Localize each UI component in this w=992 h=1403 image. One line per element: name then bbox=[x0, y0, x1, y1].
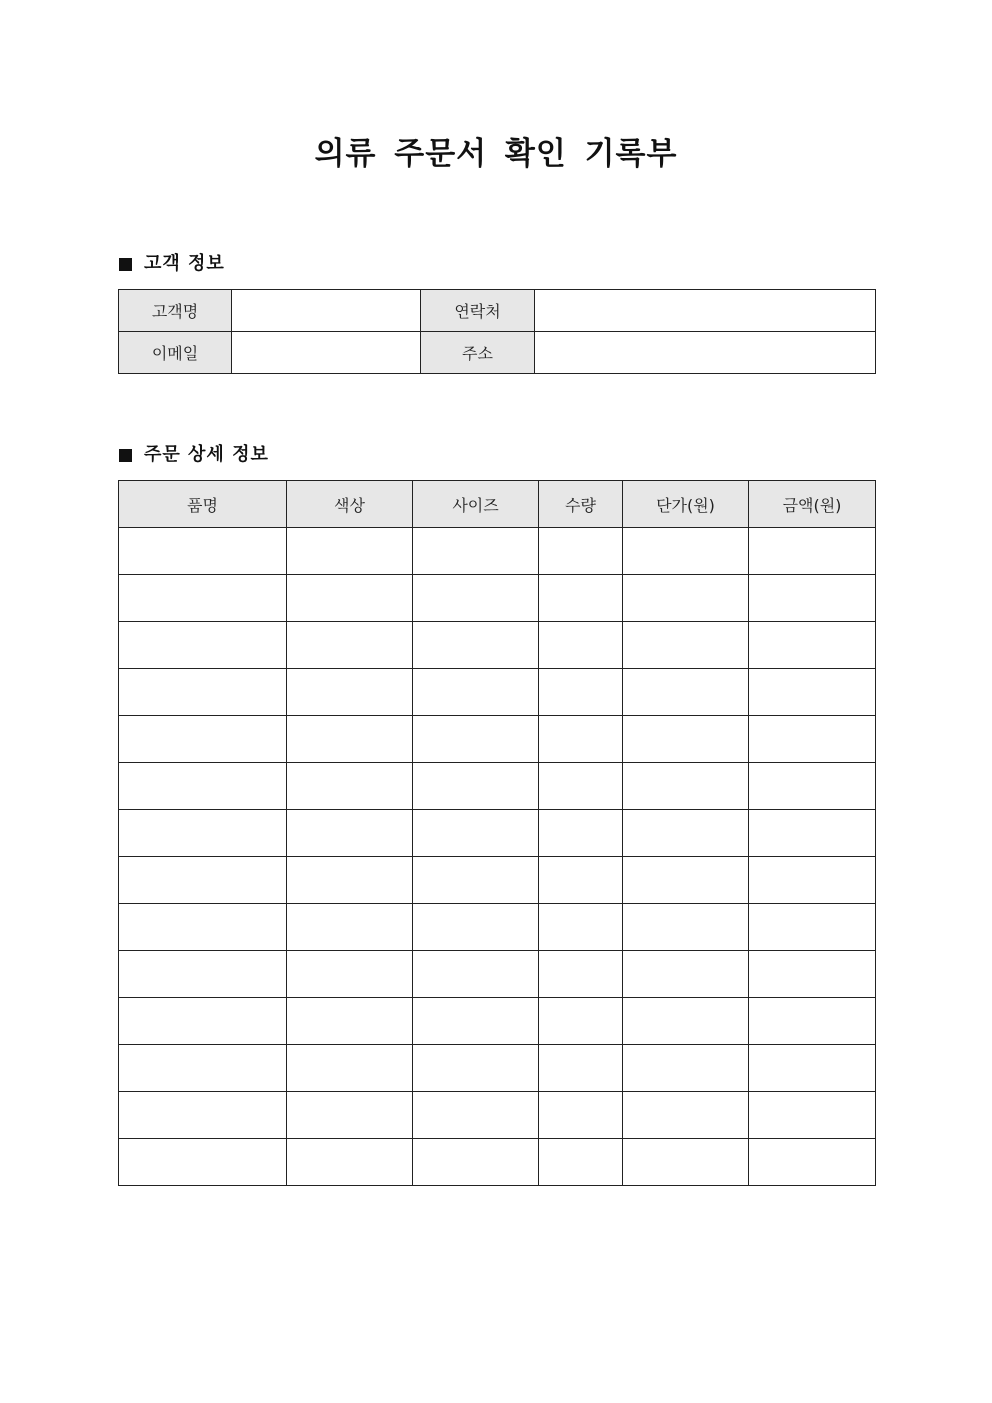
quantity-cell[interactable] bbox=[539, 528, 623, 575]
amount-cell[interactable] bbox=[749, 622, 876, 669]
color-cell[interactable] bbox=[287, 622, 413, 669]
unit-price-cell[interactable] bbox=[623, 622, 749, 669]
table-row bbox=[119, 1092, 876, 1139]
quantity-cell[interactable] bbox=[539, 1092, 623, 1139]
quantity-cell[interactable] bbox=[539, 716, 623, 763]
item-name-cell[interactable] bbox=[119, 528, 287, 575]
amount-cell[interactable] bbox=[749, 1092, 876, 1139]
size-cell[interactable] bbox=[413, 1092, 539, 1139]
customer-info-heading-text: 고객 정보 bbox=[144, 253, 225, 274]
unit-price-cell[interactable] bbox=[623, 904, 749, 951]
table-row bbox=[119, 622, 876, 669]
amount-cell[interactable] bbox=[749, 1045, 876, 1092]
table-row bbox=[119, 857, 876, 904]
table-row bbox=[119, 669, 876, 716]
item-name-cell[interactable] bbox=[119, 622, 287, 669]
document-title: 의류 주문서 확인 기록부 bbox=[314, 136, 678, 172]
unit-price-cell[interactable] bbox=[623, 528, 749, 575]
table-row bbox=[119, 1139, 876, 1186]
table-row bbox=[119, 1045, 876, 1092]
email-field[interactable] bbox=[232, 332, 421, 374]
quantity-cell[interactable] bbox=[539, 1139, 623, 1186]
size-cell[interactable] bbox=[413, 1045, 539, 1092]
table-row bbox=[119, 290, 876, 332]
address-field[interactable] bbox=[535, 332, 876, 374]
item-name-cell[interactable] bbox=[119, 716, 287, 763]
size-cell[interactable] bbox=[413, 763, 539, 810]
color-cell[interactable] bbox=[287, 1139, 413, 1186]
quantity-cell[interactable] bbox=[539, 669, 623, 716]
quantity-cell[interactable] bbox=[539, 1045, 623, 1092]
color-cell[interactable] bbox=[287, 528, 413, 575]
amount-cell[interactable] bbox=[749, 575, 876, 622]
color-cell[interactable] bbox=[287, 716, 413, 763]
customer-info-table bbox=[118, 289, 876, 374]
item-name-cell[interactable] bbox=[119, 857, 287, 904]
order-details-heading-text: 주문 상세 정보 bbox=[144, 444, 269, 465]
size-cell[interactable] bbox=[413, 998, 539, 1045]
color-cell[interactable] bbox=[287, 857, 413, 904]
column-header-amount: 금액(원) bbox=[749, 481, 876, 528]
amount-cell[interactable] bbox=[749, 1139, 876, 1186]
table-row bbox=[119, 528, 876, 575]
quantity-cell[interactable] bbox=[539, 857, 623, 904]
amount-cell[interactable] bbox=[749, 951, 876, 998]
column-header-quantity: 수량 bbox=[539, 481, 623, 528]
table-row bbox=[119, 998, 876, 1045]
unit-price-cell[interactable] bbox=[623, 810, 749, 857]
color-cell[interactable] bbox=[287, 998, 413, 1045]
unit-price-cell[interactable] bbox=[623, 857, 749, 904]
color-cell[interactable] bbox=[287, 951, 413, 998]
color-cell[interactable] bbox=[287, 575, 413, 622]
square-bullet-icon bbox=[119, 449, 132, 462]
square-bullet-icon bbox=[119, 258, 132, 271]
size-cell[interactable] bbox=[413, 951, 539, 998]
item-name-cell[interactable] bbox=[119, 669, 287, 716]
item-name-cell[interactable] bbox=[119, 810, 287, 857]
amount-cell[interactable] bbox=[749, 669, 876, 716]
amount-cell[interactable] bbox=[749, 528, 876, 575]
size-cell[interactable] bbox=[413, 622, 539, 669]
size-cell[interactable] bbox=[413, 528, 539, 575]
contact-field[interactable] bbox=[535, 290, 876, 332]
item-name-cell[interactable] bbox=[119, 998, 287, 1045]
customer-name-field[interactable] bbox=[232, 290, 421, 332]
quantity-cell[interactable] bbox=[539, 763, 623, 810]
item-name-cell[interactable] bbox=[119, 1139, 287, 1186]
email-label: 이메일 bbox=[119, 332, 232, 374]
table-row bbox=[119, 332, 876, 374]
order-details-heading bbox=[119, 443, 269, 467]
color-cell[interactable] bbox=[287, 1092, 413, 1139]
item-name-cell[interactable] bbox=[119, 1045, 287, 1092]
quantity-cell[interactable] bbox=[539, 575, 623, 622]
color-cell[interactable] bbox=[287, 669, 413, 716]
quantity-cell[interactable] bbox=[539, 951, 623, 998]
item-name-cell[interactable] bbox=[119, 575, 287, 622]
table-row bbox=[119, 810, 876, 857]
table-row bbox=[119, 951, 876, 998]
order-details-table bbox=[118, 480, 876, 1186]
color-cell[interactable] bbox=[287, 810, 413, 857]
customer-name-label: 고객명 bbox=[119, 290, 232, 332]
size-cell[interactable] bbox=[413, 904, 539, 951]
column-header-item-name: 품명 bbox=[119, 481, 287, 528]
table-row bbox=[119, 763, 876, 810]
size-cell[interactable] bbox=[413, 575, 539, 622]
item-name-cell[interactable] bbox=[119, 904, 287, 951]
contact-label: 연락처 bbox=[421, 290, 535, 332]
column-header-unit-price: 단가(원) bbox=[623, 481, 749, 528]
amount-cell[interactable] bbox=[749, 998, 876, 1045]
amount-cell[interactable] bbox=[749, 763, 876, 810]
quantity-cell[interactable] bbox=[539, 810, 623, 857]
quantity-cell[interactable] bbox=[539, 998, 623, 1045]
customer-info-heading bbox=[119, 252, 225, 276]
size-cell[interactable] bbox=[413, 857, 539, 904]
unit-price-cell[interactable] bbox=[623, 575, 749, 622]
quantity-cell[interactable] bbox=[539, 904, 623, 951]
quantity-cell[interactable] bbox=[539, 622, 623, 669]
item-name-cell[interactable] bbox=[119, 951, 287, 998]
table-header-row bbox=[119, 481, 876, 528]
order-table-body bbox=[119, 528, 876, 1186]
size-cell[interactable] bbox=[413, 810, 539, 857]
unit-price-cell[interactable] bbox=[623, 1139, 749, 1186]
color-cell[interactable] bbox=[287, 1045, 413, 1092]
color-cell[interactable] bbox=[287, 904, 413, 951]
unit-price-cell[interactable] bbox=[623, 1092, 749, 1139]
item-name-cell[interactable] bbox=[119, 763, 287, 810]
amount-cell[interactable] bbox=[749, 716, 876, 763]
address-label: 주소 bbox=[421, 332, 535, 374]
unit-price-cell[interactable] bbox=[623, 1045, 749, 1092]
column-header-color: 색상 bbox=[287, 481, 413, 528]
table-row bbox=[119, 904, 876, 951]
unit-price-cell[interactable] bbox=[623, 669, 749, 716]
unit-price-cell[interactable] bbox=[623, 763, 749, 810]
size-cell[interactable] bbox=[413, 716, 539, 763]
color-cell[interactable] bbox=[287, 763, 413, 810]
amount-cell[interactable] bbox=[749, 810, 876, 857]
column-header-size: 사이즈 bbox=[413, 481, 539, 528]
amount-cell[interactable] bbox=[749, 857, 876, 904]
size-cell[interactable] bbox=[413, 1139, 539, 1186]
table-row bbox=[119, 575, 876, 622]
amount-cell[interactable] bbox=[749, 904, 876, 951]
unit-price-cell[interactable] bbox=[623, 716, 749, 763]
size-cell[interactable] bbox=[413, 669, 539, 716]
unit-price-cell[interactable] bbox=[623, 951, 749, 998]
unit-price-cell[interactable] bbox=[623, 998, 749, 1045]
item-name-cell[interactable] bbox=[119, 1092, 287, 1139]
table-row bbox=[119, 716, 876, 763]
